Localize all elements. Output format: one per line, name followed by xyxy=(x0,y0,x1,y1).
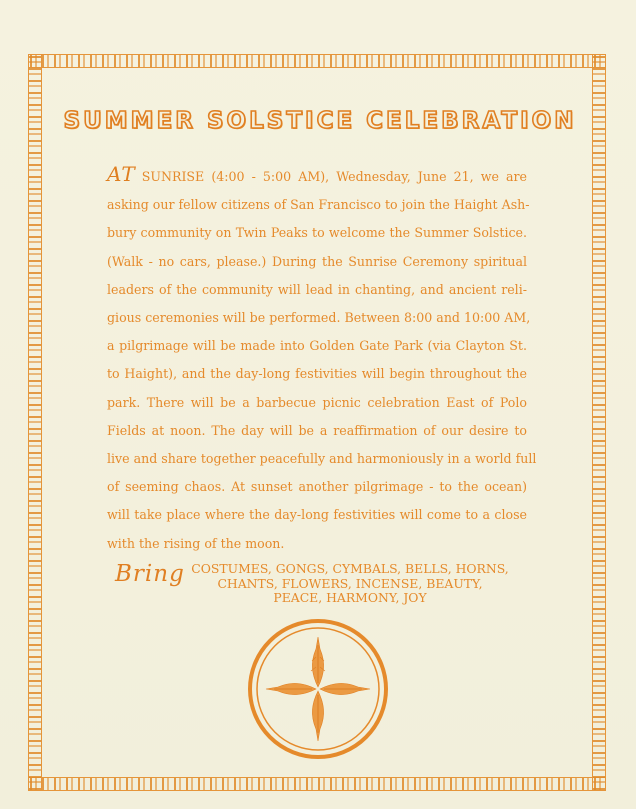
body-line-1: AT SUNRISE (4:00 - 5:00 AM), Wednesday, June 21, we are xyxy=(107,162,527,186)
body-line: Fields at noon. The day will be a reaffirmation of our desire to xyxy=(107,422,527,438)
body-line: gious ceremonies will be performed. Between 8:00 and 10:00 AM, xyxy=(107,310,531,326)
border-bottom xyxy=(28,777,606,791)
body-line: leaders of the community will lead in chanting, and ancient reli- xyxy=(107,281,527,297)
body-paragraph xyxy=(107,160,537,558)
bring-item-line: CHANTS, FLOWERS, INCENSE, BEAUTY, xyxy=(217,575,483,591)
border-right xyxy=(592,54,606,791)
body-line: will take place where the day-long festivities will come to a close xyxy=(107,507,527,523)
border-left xyxy=(28,54,42,791)
body-line: (Walk - no cars, please.) During the Sunrise Ceremony spiritual xyxy=(107,253,527,269)
body-line: park. There will be a barbecue picnic celebration East of Polo xyxy=(107,394,527,410)
body-line: of seeming chaos. At sunset another pilgrimage - to the ocean) xyxy=(107,479,527,495)
bring-items xyxy=(185,562,515,606)
body-line: bury community on Twin Peaks to welcome the Summer Solstice. xyxy=(107,225,527,241)
bring-heading: Bring xyxy=(115,561,185,587)
body-line: a pilgrimage will be made into Golden Gate Park (via Clayton St. xyxy=(107,338,527,354)
body-line: live and share together peacefully and harmoniously in a world full xyxy=(107,451,537,467)
bring-item-line: COSTUMES, GONGS, CYMBALS, BELLS, HORNS, xyxy=(191,561,509,576)
border-top xyxy=(28,54,606,68)
leaf-emblem-icon xyxy=(246,617,390,761)
body-line: to Haight), and the day-long festivities will begin throughout the xyxy=(107,366,527,382)
bring-item-line: PEACE, HARMONY, JOY xyxy=(273,590,427,605)
flyer-title: SUMMER SOLSTICE CELEBRATION xyxy=(63,108,577,134)
opening-initial: AT xyxy=(107,162,136,186)
body-line: with the rising of the moon. xyxy=(107,535,285,551)
body-line: asking our fellow citizens of San Francisco to join the Haight Ash- xyxy=(107,197,530,213)
